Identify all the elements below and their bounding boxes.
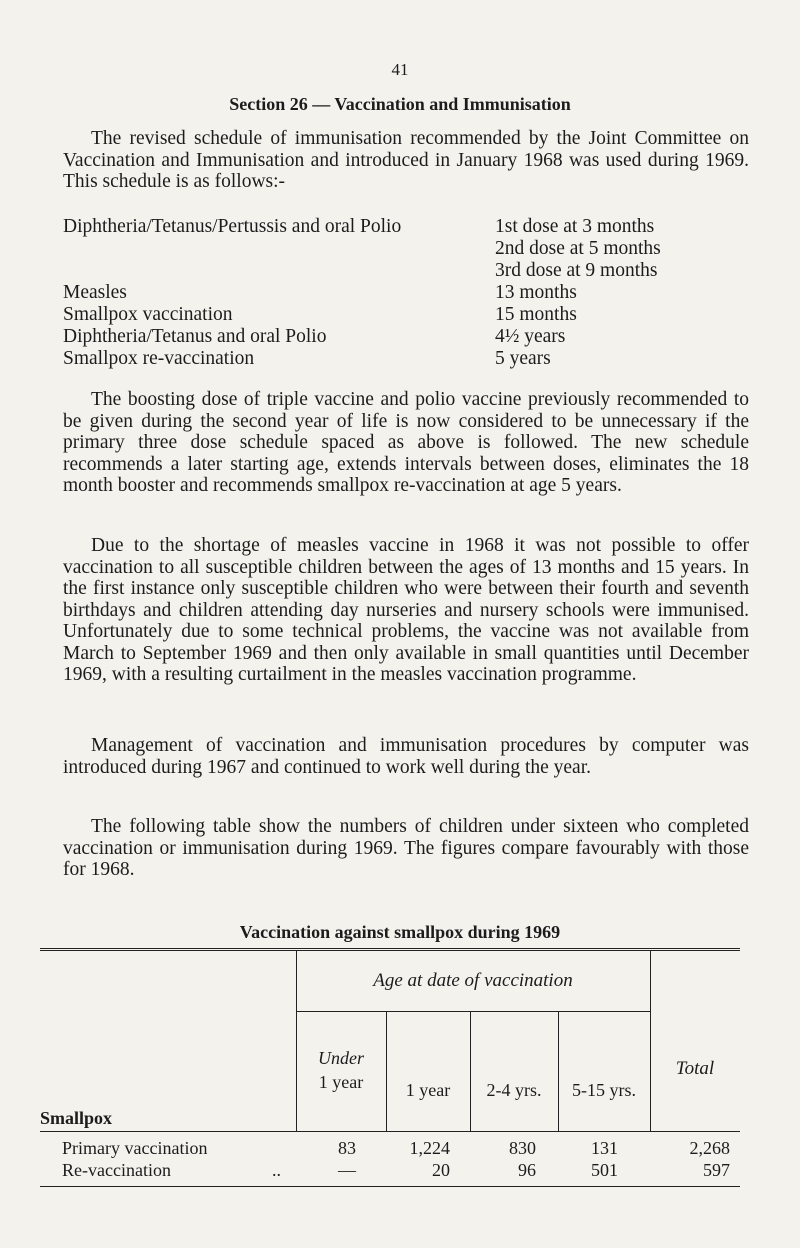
table-column-rule <box>386 1011 387 1131</box>
body-paragraph: Management of vaccination and immunisation procedures by computer was introduced during 1967 and continued to work well during the year. <box>63 735 749 778</box>
row-label: Re-vaccination <box>62 1160 171 1180</box>
table-top-rule <box>40 948 740 951</box>
cell-1-year: 1,224 <box>409 1138 450 1158</box>
table-title: Vaccination against smallpox during 1969 <box>239 922 561 942</box>
schedule-row <box>63 260 753 282</box>
cell-under1: 83 <box>338 1138 356 1158</box>
col-header-5-15-yrs: 5-15 yrs. <box>572 1080 636 1100</box>
body-paragraph: The following table show the numbers of children under sixteen who completed vaccination or immunisation during 1969. The figures compare favourably with those for 1968. <box>63 816 749 880</box>
cell-2-4-yrs: 96 <box>518 1160 536 1180</box>
col-header-2-4-yrs: 2-4 yrs. <box>486 1080 542 1100</box>
table-column-rule <box>650 950 651 1131</box>
row-leader: .. <box>272 1160 281 1180</box>
schedule-label: Diphtheria/Tetanus and oral Polio <box>63 326 327 347</box>
row-label: Primary vaccination <box>62 1138 208 1158</box>
body-paragraph: The boosting dose of triple vaccine and polio vaccine previously recommended to be given during the second year of life is now considered to be unnecessary if the primary three dose schedule spaced as above is followed. The new schedule recommends a later starting age, extends intervals between doses, eliminates the 18 month booster and recommends smallpox re-vaccination at age 5 years. <box>63 389 749 496</box>
table-column-rule <box>558 1011 559 1131</box>
col-header-1-year: 1 year <box>405 1080 451 1100</box>
schedule-row <box>63 304 753 326</box>
table-header-rule <box>40 1131 740 1132</box>
cell-5-15-yrs: 501 <box>591 1160 618 1180</box>
schedule-row <box>63 348 753 370</box>
schedule-time: 4½ years <box>495 326 566 347</box>
group-header: Age at date of vaccination <box>373 970 573 991</box>
section-title: Section 26 — Vaccination and Immunisation <box>229 94 571 114</box>
group-header-rule <box>296 1011 650 1012</box>
schedule-label: Smallpox vaccination <box>63 304 233 325</box>
row-group-label: Smallpox <box>40 1108 113 1128</box>
cell-2-4-yrs: 830 <box>509 1138 536 1158</box>
schedule-time: 13 months <box>495 282 577 303</box>
schedule-label: Smallpox re-vaccination <box>63 348 255 369</box>
schedule-row <box>63 326 753 348</box>
cell-1-year: 20 <box>432 1160 450 1180</box>
body-paragraph: Due to the shortage of measles vaccine in 1968 it was not possible to offer vaccination to all susceptible children between the ages of 13 months and 15 years. In the first instance only susceptible children who were between their fourth and seventh birthdays and children attending day nurseries and nursery schools were immunised. Unfortunately due to some technical problems, the vaccine was not available from March to September 1969 and then only available in small quantities until December 1969, with a resulting curtailment in the measles vaccination programme. <box>63 535 749 685</box>
cell-under1: — <box>338 1160 356 1180</box>
cell-5-15-yrs: 131 <box>591 1138 618 1158</box>
page-number: 41 <box>391 60 409 79</box>
smallpox-table <box>40 948 740 1188</box>
col-header-under1-line2: 1 year <box>318 1072 364 1092</box>
table-bottom-rule <box>40 1186 740 1187</box>
schedule-row <box>63 216 753 238</box>
cell-total: 2,268 <box>689 1138 730 1158</box>
schedule-time: 1st dose at 3 months <box>495 216 655 237</box>
intro-paragraph: The revised schedule of immunisation recommended by the Joint Committee on Vaccination and Immunisation and introduced in January 1968 was used during 1969. This schedule is as follows:- <box>63 128 749 192</box>
col-header-total: Total <box>675 1058 715 1079</box>
schedule-time: 3rd dose at 9 months <box>495 260 658 281</box>
col-header-under1-line1: Under <box>318 1048 364 1068</box>
schedule-time: 2nd dose at 5 months <box>495 238 661 259</box>
schedule-row <box>63 238 753 260</box>
cell-total: 597 <box>703 1160 730 1180</box>
schedule-time: 15 months <box>495 304 577 325</box>
schedule-label: Diphtheria/Tetanus/Pertussis and oral Polio <box>63 216 402 237</box>
schedule-time: 5 years <box>495 348 551 369</box>
schedule-label: Measles <box>63 282 127 303</box>
table-column-rule <box>470 1011 471 1131</box>
schedule-row <box>63 282 753 304</box>
